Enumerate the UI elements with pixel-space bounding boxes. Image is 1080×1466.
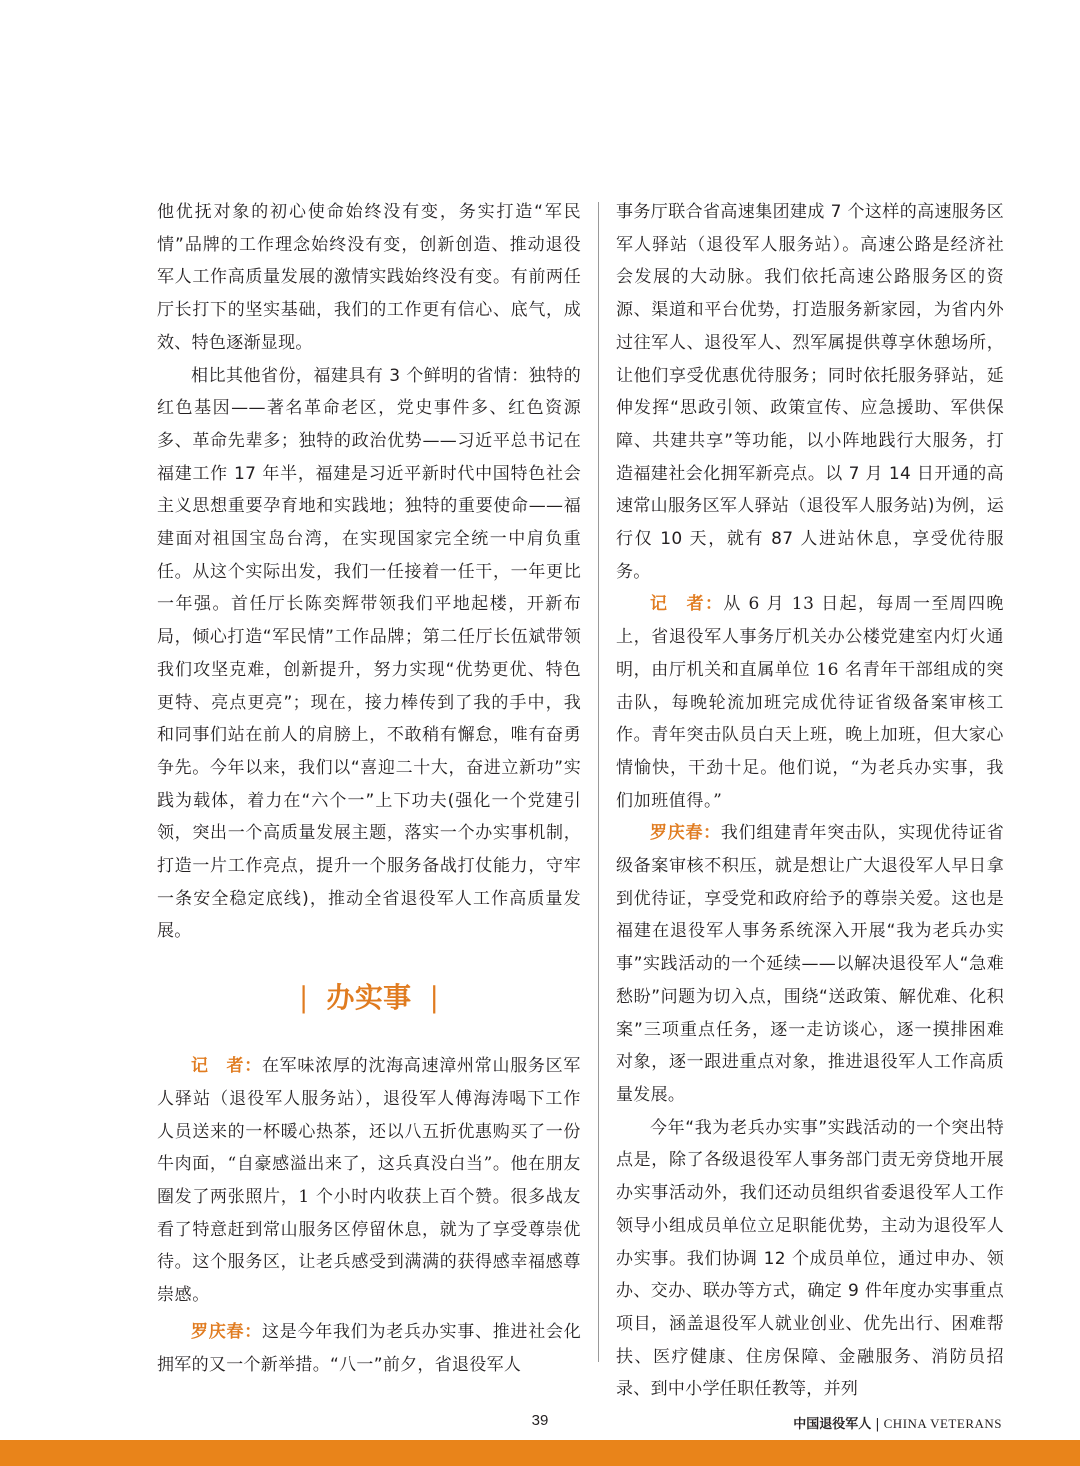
answer-text: 这是今年我们为老兵办实事、推进社会化拥军的又一个新举措。“八一”前夕，省退役军人: [157, 1321, 582, 1375]
section-heading: [157, 980, 581, 1016]
heading-bar-left: |: [298, 981, 309, 1015]
speaker-label: 记 者：: [191, 1056, 262, 1077]
answer-1: [157, 1316, 581, 1381]
speaker-label: 罗庆春：: [650, 823, 721, 844]
publication-brand: [793, 1413, 1002, 1432]
answer-2: [616, 817, 1004, 1111]
paragraph-intro-continued: 他优抚对象的初心使命始终没有变，务实打造“军民情”品牌的工作理念始终没有变，创新创造、推动退役军人工作高质量发展的激情实践始终没有变。有前两任厅长打下的坚实基础，我们的工作更有信心、底气，成效、特色逐渐显现。: [157, 202, 581, 353]
footer-color-band: [0, 1440, 1080, 1466]
paragraph-activity-features: 今年“我为老兵办实事”实践活动的一个突出特点是，除了各级退役军人事务部门责无旁贷地开展办实事活动外，我们还动员组织省委退役军人工作领导小组成员单位立足职能优势，主动为退役军人办实事。我们协调 12 个成员单位，通过申办、领办、交办、联办等方式，确定 9 件年度办实事重点项目，涵盖退役军人就业创业、优先出行、困难帮扶、医疗健康、住房保障、金融服务、消防员招录、到中小学任职任教等，并列: [616, 1117, 1004, 1400]
paragraph-answer-continued: 事务厅联合省高速集团建成 7 个这样的高速服务区军人驿站（退役军人服务站）。高速公路是经济社会发展的大动脉。我们依托高速公路服务区的资源、渠道和平台优势，打造服务新家园，为省内外过往军人、退役军人、烈军属提供尊享休憩场所，让他们享受优惠优待服务；同时依托服务驿站，延伸发挥“思政引领、政策宣传、应急援助、军供保障、共建共享”等功能，以小阵地践行大服务，打造福建社会化拥军新亮点。以 7 月 14 日开通的高速常山服务区军人驿站（退役军人服务站)为例，运行仅 10 天，就有 87 人进站休息，享受优待服务。: [616, 202, 1004, 582]
left-column: [157, 196, 581, 1381]
paragraph-province-features: 相比其他省份，福建具有 3 个鲜明的省情：独特的红色基因——著名革命老区，党史事件多、红色资源多、革命先辈多；独特的政治优势——习近平总书记在福建工作 17 年半，福建是习近平新时代中国特色社会主义思想重要孕育地和实践地；独特的重要使命——福建面对祖国宝岛台湾，在实现国家完全统一中肩负重任。从这个实际出发，我们一任接着一任干，一年更比一年强。首任厅长陈奕辉带领我们平地起楼，开新布局，倾心打造“军民情”工作品牌；第二任厅长伍斌带领我们攻坚克难，创新提升，努力实现“优势更优、特色更特、亮点更亮”；现在，接力棒传到了我的手中，我和同事们站在前人的肩膀上，不敢稍有懈怠，唯有奋勇争先。今年以来，我们以“喜迎二十大，奋进立新功”实践为载体，着力在“六个一”上下功夫(强化一个党建引领，突出一个高质量发展主题，落实一个办实事机制，打造一片工作亮点，提升一个服务备战打仗能力，守牢一条安全稳定底线)，推动全省退役军人工作高质量发展。: [157, 365, 581, 942]
brand-chinese: 中国退役军人: [793, 1417, 872, 1432]
speaker-label: 罗庆春：: [191, 1321, 262, 1342]
brand-separator: |: [875, 1417, 880, 1432]
reporter-question-2: [616, 588, 1004, 817]
heading-bar-right: |: [429, 981, 440, 1015]
column-divider: [598, 202, 599, 1362]
section-title: 办实事: [326, 981, 412, 1015]
speaker-label: 记 者：: [650, 594, 724, 615]
page-number: 39: [531, 1412, 549, 1429]
reporter-question-1: [157, 1050, 581, 1312]
answer-text: 我们组建青年突击队，实现优待证省级备案审核不积压，就是想让广大退役军人早日拿到优待证，享受党和政府给予的尊崇关爱。这也是福建在退役军人事务系统深入开展“我为老兵办实事”实践活动的一个延续——以解决退役军人“急难愁盼”问题为切入点，围绕“送政策、解优难、化积案”三项重点任务，逐一走访谈心，逐一摸排困难对象，逐一跟进重点对象，推进退役军人工作高质量发展。: [616, 823, 1004, 1105]
brand-english: CHINA VETERANS: [883, 1416, 1002, 1431]
question-text: 在军味浓厚的沈海高速漳州常山服务区军人驿站（退役军人服务站），退役军人傅海涛喝下工作人员送来的一杯暖心热茶，还以八五折优惠购买了一份牛肉面，“自豪感溢出来了，这兵真没白当”。他在朋友圈发了两张照片，1 个小时内收获上百个赞。很多战友看了特意赶到常山服务区停留休息，就为了享受尊崇优待。这个服务区，让老兵感受到满满的获得感幸福感尊崇感。: [157, 1056, 581, 1306]
question-text: 从 6 月 13 日起，每周一至周四晚上，省退役军人事务厅机关办公楼党建室内灯火通明，由厅机关和直属单位 16 名青年干部组成的突击队，每晚轮流加班完成优待证省级备案审核工作。青年突击队员白天上班，晚上加班，但大家心情愉快，干劲十足。他们说，“为老兵办实事，我们加班值得。”: [616, 594, 1004, 811]
right-column: [616, 196, 1004, 1406]
